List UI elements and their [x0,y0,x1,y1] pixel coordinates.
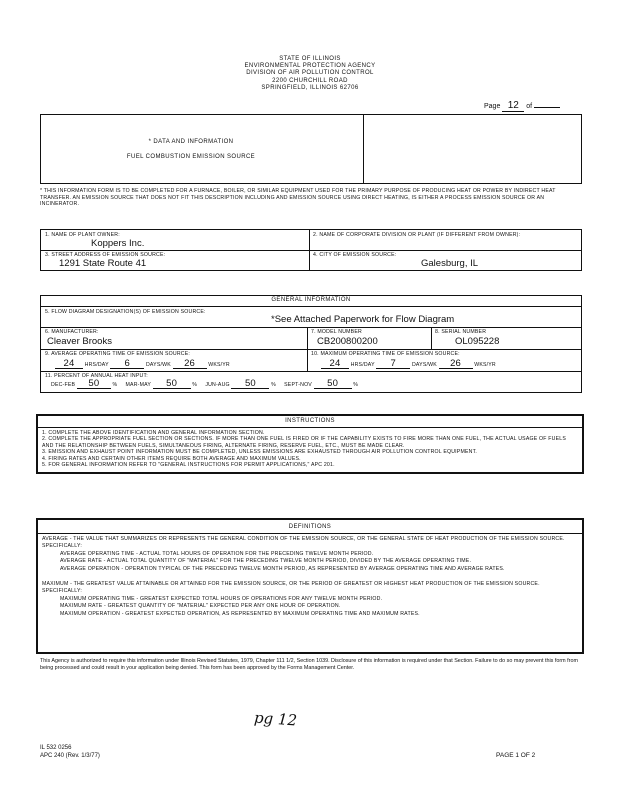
dec-feb-value[interactable]: 50 [77,381,111,389]
instruction-item: 5. FOR GENERAL INFORMATION REFER TO "GENERAL INSTRUCTIONS FOR PERMIT APPLICATIONS," APC 201. [42,462,335,469]
percent-sign: % [271,382,276,388]
percent-sign: % [112,382,118,388]
serial-value[interactable]: OL095228 [455,336,500,347]
dec-feb-label: DEC-FEB [51,382,76,388]
of-label: of [526,103,533,110]
manufacturer-label: 6. MANUFACTURER: [45,329,99,335]
form-id: IL 532 0256 [40,745,72,751]
form-footer [40,744,100,760]
general-info-section [40,295,582,393]
avg-def-item: AVERAGE OPERATING TIME - ACTUAL TOTAL HOURS OF OPERATION FOR THE PRECEDING TWELVE MONTH PERIOD. [60,550,374,557]
header-line: STATE OF ILLINOIS [279,56,341,62]
avg-hrs-value[interactable]: 24 [55,361,83,369]
instruction-item: 2. COMPLETE THE APPROPRIATE FUEL SECTION OR SECTIONS. IF MORE THAN ONE FUEL IS FIRED OR IF THE CAPABILITY EXISTS TO FIRE MORE THAN ONE FUEL, THE ACTUAL USAGE OF FUELS AND THE RELATIONSHIP BETWEEN FUELS, SIMULTANEOUS FIRING, ALTERNATE FIRING, RESERVE FUEL, ETC., MUST BE MADE CLEAR. [42,436,566,449]
average-definition: AVERAGE - THE VALUE THAT SUMMARIZES OR REPRESENTS THE GENERAL CONDITION OF THE EMISSION SOURCE, OR THE GENERAL STATE OF HEAT PRODUCTION OF THE EMISSION SOURCE. SPECIFICALLY: [42,536,565,550]
flow-diagram-value[interactable]: *See Attached Paperwork for Flow Diagram [271,314,455,325]
avg-def-item: AVERAGE RATE - ACTUAL TOTAL QUANTITY OF "MATERIAL" FOR THE PRECEDING TWELVE MONTH PERIOD, DIVIDED BY THE AVERAGE OPERATING TIME. [60,558,472,565]
division-label: 2. NAME OF CORPORATE DIVISION OR PLANT (IF DIFFERENT FROM OWNER): [313,232,521,238]
instructions-title: INSTRUCTIONS [285,418,335,424]
sep-nov-label: SEPT-NOV [284,382,312,388]
address-value[interactable]: 1291 State Route 41 [59,258,147,269]
max-time-label: 10. MAXIMUM OPERATING TIME OF EMISSION SOURCE: [311,351,460,357]
max-wks-value[interactable]: 26 [439,361,473,369]
max-hrs-value[interactable]: 24 [321,361,349,369]
form-title [81,139,301,161]
instructions-list [42,430,578,468]
page-label: Page [484,103,501,110]
form-title-line1: * DATA AND INFORMATION [148,139,234,145]
handwritten-page-note: pg 12 [253,708,298,730]
percent-sign: % [192,382,198,388]
form-revision: APC 240 (Rev. 1/3/77) [40,753,100,759]
definitions-section [36,518,584,654]
owner-value[interactable]: Koppers Inc. [91,238,145,249]
instruction-item: 3. EMISSION AND EXHAUST POINT INFORMATION MUST BE COMPLETED, UNLESS EMISSIONS ARE EXHAUSTED THROUGH AIR POLLUTION CONTROL EQUIPMENT. [42,449,478,456]
header-line: DIVISION OF AIR POLLUTION CONTROL [246,70,374,77]
avg-wks-value[interactable]: 26 [173,361,207,369]
hrs-label: HRS/DAY [84,362,109,368]
jun-aug-value[interactable]: 50 [231,381,269,389]
avg-days-value[interactable]: 6 [110,361,144,369]
days-label: DAYS/WK [411,362,437,368]
intro-note: * THIS INFORMATION FORM IS TO BE COMPLETED FOR A FURNACE, BOILER, OR SIMILAR EQUIPMENT USED FOR THE PRIMARY PURPOSE OF PRODUCING HEAT OR POWER BY INDIRECT HEAT TRANSFER. AN EMISSION SOURCE THAT DOES NOT FIT THIS DESCRIPTION INCLUDING AND EMISSION SOURCE USING DIRECT HEATING, IS EITHER A PROCESS EMISSION SOURCE OR AN INCINERATOR. [40,188,556,208]
hrs-label: HRS/DAY [350,362,375,368]
wks-label: WKS/YR [208,362,230,368]
mar-may-value[interactable]: 50 [153,381,191,389]
max-def-item: MAXIMUM OPERATION - GREATEST EXPECTED OPERATION, AS REPRESENTED BY MAXIMUM OPERATING TIME AND MAXIMUM RATES. [60,610,420,617]
avg-time-label: 9. AVERAGE OPERATING TIME OF EMISSION SOURCE: [45,351,191,357]
manufacturer-value[interactable]: Cleaver Brooks [47,336,112,347]
header-line: ENVIRONMENTAL PROTECTION AGENCY [244,63,376,70]
header-line: 2200 CHURCHILL ROAD [272,77,348,84]
serial-label: 8. SERIAL NUMBER [435,329,487,335]
agency-header [180,56,440,92]
definitions-title: DEFINITIONS [288,524,332,530]
max-def-item: MAXIMUM OPERATING TIME - GREATEST EXPECTED TOTAL HOURS OF OPERATIONS FOR ANY TWELVE MONTH PERIOD. [60,595,383,602]
definitions-body [42,536,578,618]
city-label: 4. CITY OF EMISSION SOURCE: [313,252,397,258]
legal-note: This Agency is authorized to require this information under Illinois Revised Statutes, 1979, Chapter 111 1/2, Section 1039. Disclosure of this information is required under that Section. Failure to do so may prevent this form from being processed and could result in your application being denied. This form has been approved by the Forms Management Center. [40,658,578,671]
heat-input-row [51,378,359,389]
mar-may-label: MAR-MAY [125,382,151,388]
days-label: DAYS/WK [145,362,171,368]
form-title-line2: FUEL COMBUSTION EMISSION SOURCE [126,154,256,161]
avg-def-item: AVERAGE OPERATION - OPERATION TYPICAL OF THE PRECEDING TWELVE MONTH PERIOD, AS REPRESENTED BY AVERAGE OPERATING TIME AND AVERAGE RATES. [60,565,505,572]
max-def-item: MAXIMUM RATE - GREATEST QUANTITY OF "MATERIAL" EXPECTED PER ANY ONE HOUR OF OPERATION. [60,603,341,610]
city-value[interactable]: Galesburg, IL [421,258,479,269]
max-time-row [321,358,496,369]
heat-input-label: 11. PERCENT OF ANNUAL HEAT INPUT: [45,373,148,379]
instruction-item: 1. COMPLETE THE ABOVE IDENTIFICATION AND GENERAL INFORMATION SECTION. [42,430,265,436]
address-label: 3. STREET ADDRESS OF EMISSION SOURCE: [45,252,166,258]
percent-sign: % [353,382,359,388]
model-value[interactable]: CB200800200 [317,336,378,347]
flow-diagram-label: 5. FLOW DIAGRAM DESIGNATION(S) OF EMISSION SOURCE: [45,309,206,315]
instruction-item: 4. FIRING RATES AND CERTAIN OTHER ITEMS REQUIRE BOTH AVERAGE AND MAXIMUM VALUES. [42,455,301,462]
identification-section [40,229,582,271]
max-days-value[interactable]: 7 [376,361,410,369]
title-box [40,114,582,184]
footer-page: PAGE 1 OF 2 [496,752,536,759]
wks-label: WKS/YR [474,362,496,368]
sep-nov-value[interactable]: 50 [314,381,352,389]
page-number: 12 [502,100,524,112]
general-info-title: GENERAL INFORMATION [271,297,351,303]
owner-label: 1. NAME OF PLANT OWNER: [45,232,120,238]
maximum-definition: MAXIMUM - THE GREATEST VALUE ATTAINABLE OR ATTAINED FOR THE EMISSION SOURCE, OR THE PERIOD OF GREATEST OR HIGHEST HEAT PRODUCTION OF THE EMISSION SOURCE. SPECIFICALLY: [42,581,540,595]
instructions-section [36,414,584,474]
header-line: SPRINGFIELD, ILLINOIS 62706 [261,84,359,91]
jun-aug-label: JUN-AUG [205,382,230,388]
avg-time-row [55,358,230,369]
page-indicator [484,100,560,112]
model-label: 7. MODEL NUMBER [311,329,362,335]
